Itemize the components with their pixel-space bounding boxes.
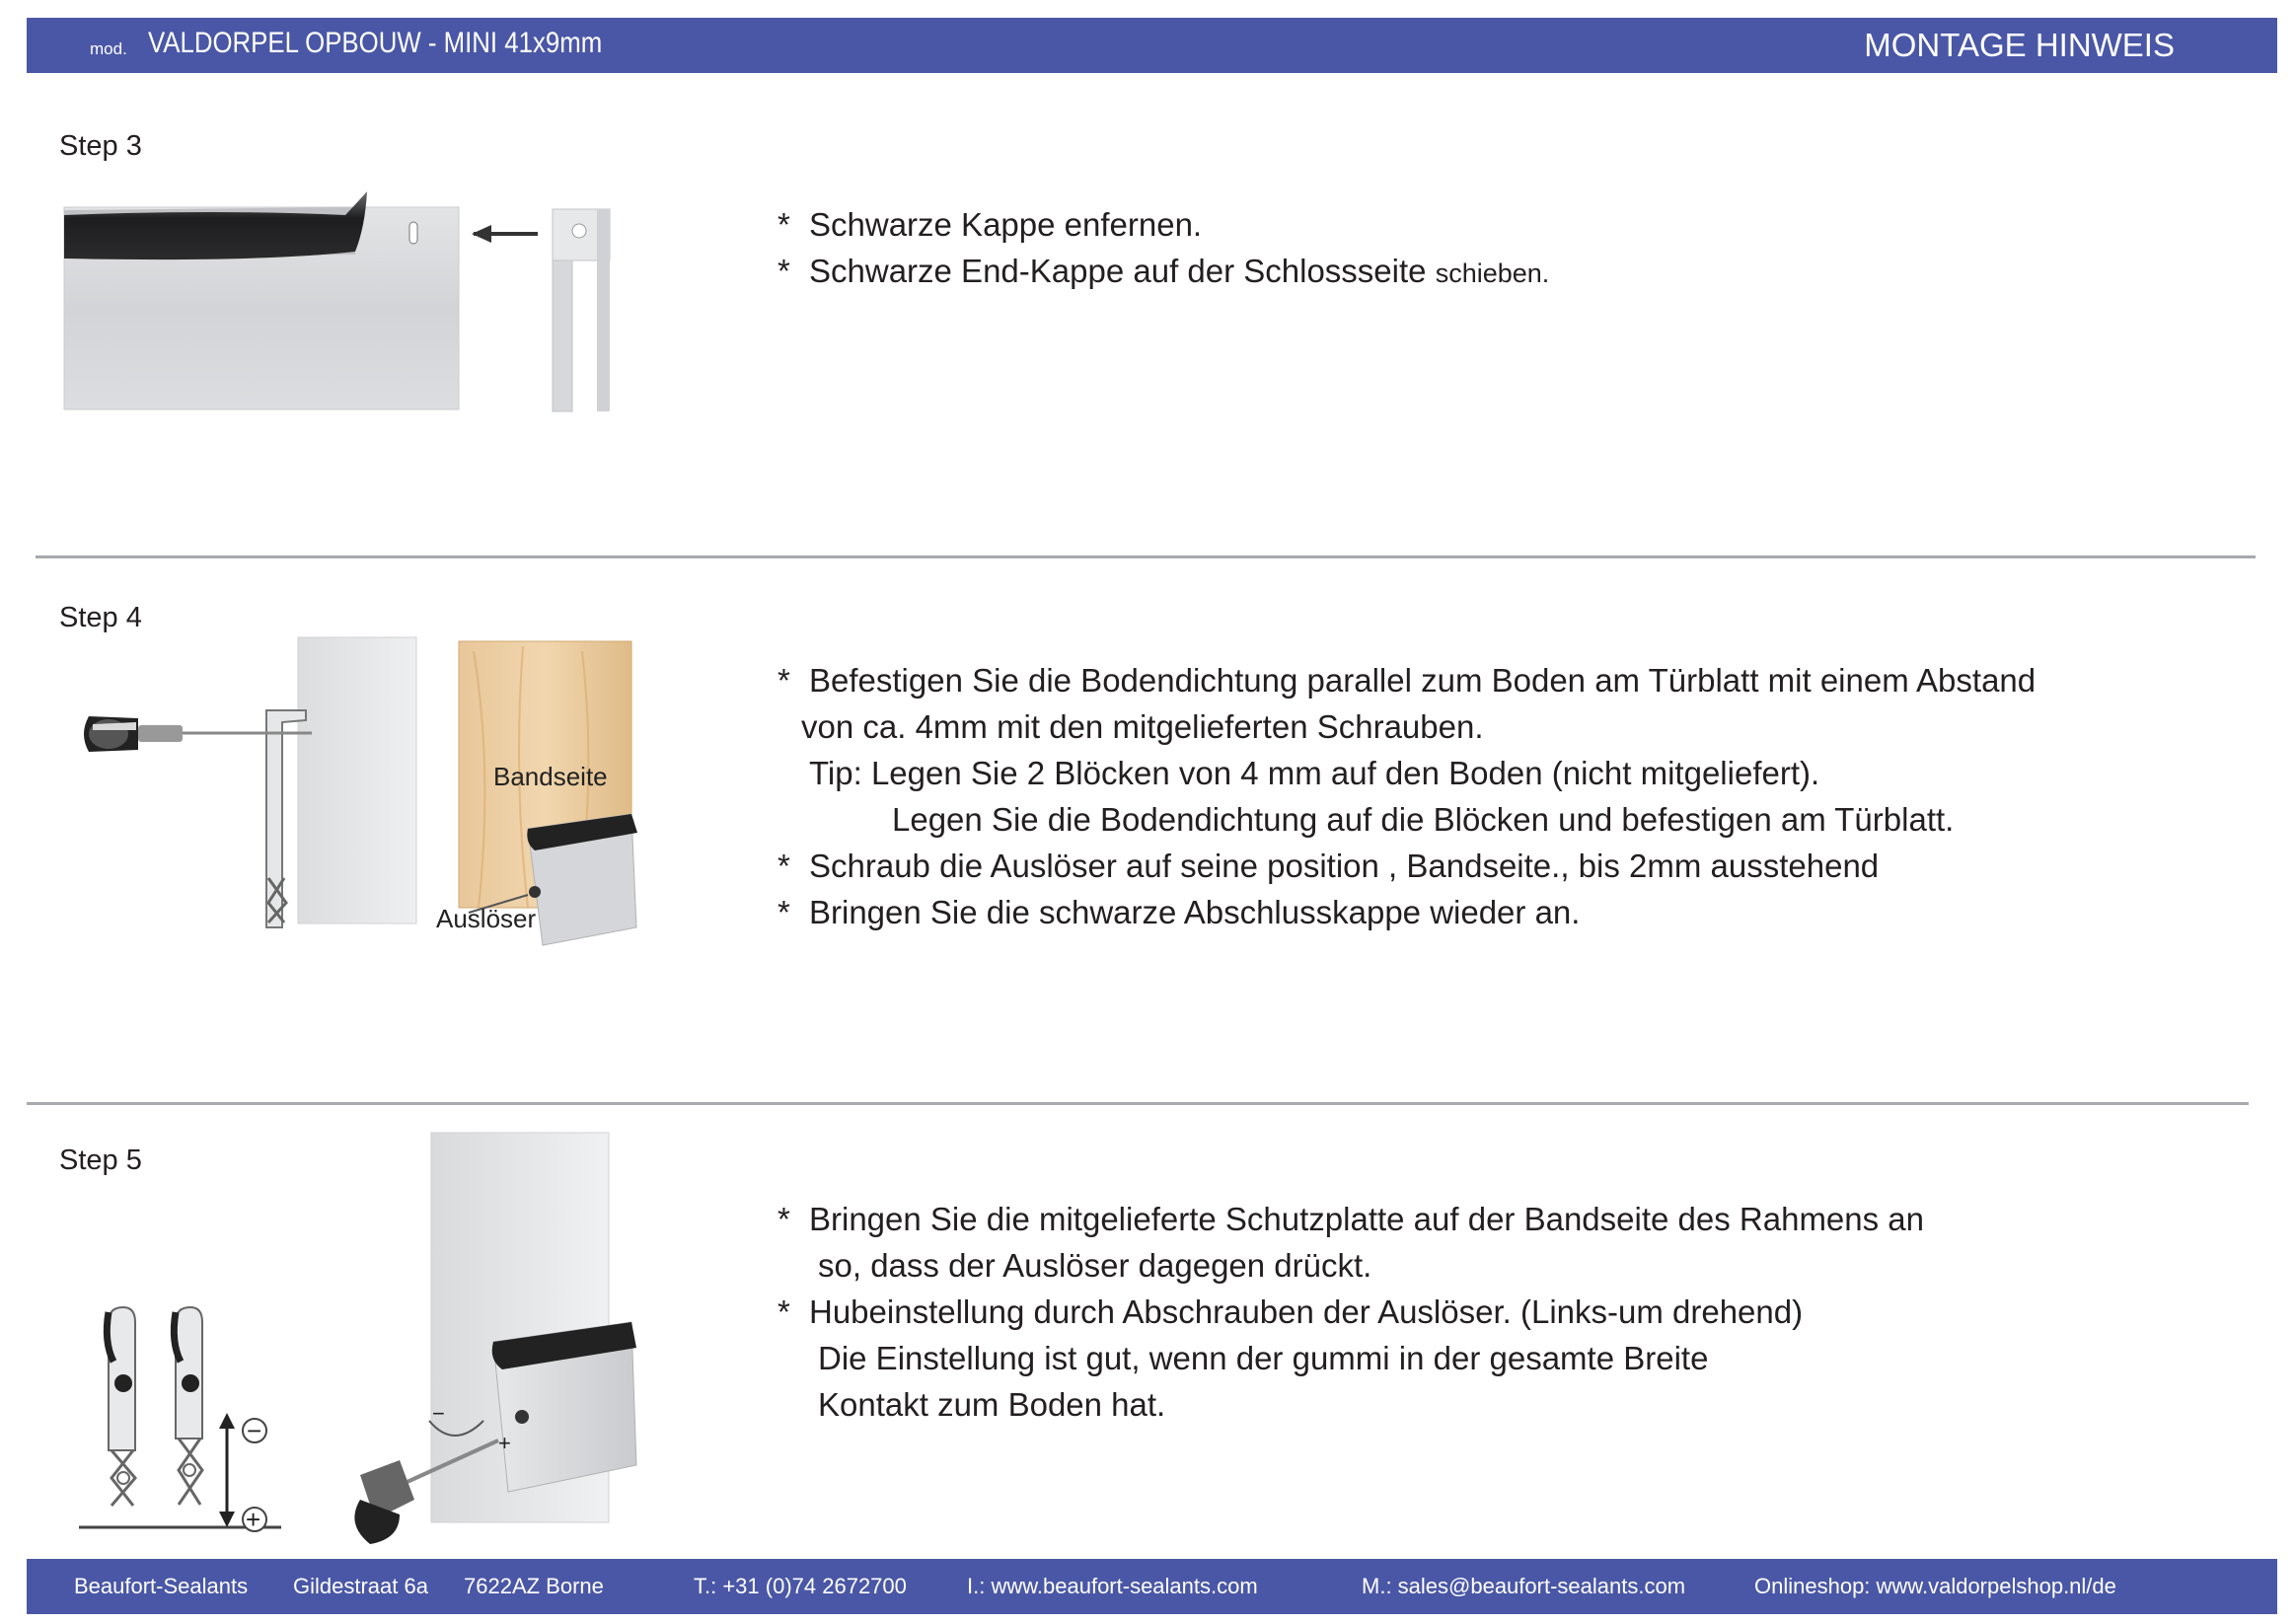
step4-line-3: Tip: Legen Sie 2 Blöcken von 4 mm auf den Boden (nicht mitgeliefert). (809, 755, 1820, 791)
step4-line-6: Bringen Sie die schwarze Abschlusskappe wieder an. (809, 894, 1581, 930)
header-mod: mod. (90, 39, 127, 58)
step3-label: Step 3 (59, 130, 142, 162)
bullet: * (778, 253, 790, 289)
step4-instructions (778, 657, 2036, 935)
footer-bar (27, 1559, 2277, 1614)
step5-line-2: so, dass der Auslöser dagegen drückt. (818, 1247, 1372, 1284)
step5-instructions (778, 1196, 1924, 1428)
ausloser-label: Auslöser (436, 904, 537, 933)
footer-street: Gildestraat 6a (293, 1574, 428, 1598)
step3-instructions (778, 201, 1549, 297)
divider-2 (27, 1102, 2249, 1105)
step3-line-2-small: schieben. (1435, 258, 1550, 288)
step5-line-4: Die Einstellung ist gut, wenn der gummi in der gesamte Breite (818, 1340, 1709, 1376)
header-section-title: MONTAGE HINWEIS (1864, 27, 2175, 63)
svg-text:−: − (432, 1401, 445, 1426)
step4-label: Step 4 (59, 602, 142, 633)
footer-phone: T.: +31 (0)74 2672700 (694, 1574, 907, 1598)
footer-shop-link[interactable]: Onlineshop: www.valdorpelshop.nl/de (1754, 1574, 2116, 1598)
footer-company: Beaufort-Sealants (74, 1574, 249, 1598)
step5-illustration (74, 1125, 666, 1549)
step4-illustration (79, 631, 651, 957)
step4-line-2: von ca. 4mm mit den mitgelieferten Schrauben. (801, 708, 1484, 745)
step4-line-1: Befestigen Sie die Bodendichtung parallel zum Boden am Türblatt mit einem Abstand (809, 662, 2037, 699)
bullet: * (778, 894, 790, 930)
bandseite-label: Bandseite (493, 762, 608, 791)
bullet: * (778, 1293, 790, 1330)
bullet: * (778, 848, 790, 884)
plus-sign: + (246, 1505, 261, 1534)
step4-line-4: Legen Sie die Bodendichtung auf die Blöcken und befestigen am Türblatt. (892, 801, 1955, 838)
bullet: * (778, 1201, 790, 1237)
step5-line-1: Bringen Sie die mitgelieferte Schutzplatte auf der Bandseite des Rahmens an (809, 1201, 1925, 1237)
svg-text:+: + (498, 1431, 511, 1455)
divider-1 (36, 555, 2256, 558)
header-title: VALDORPEL OPBOUW - MINI 41x9mm (148, 27, 603, 59)
step3-line-1: Schwarze Kappe enfernen. (809, 206, 1203, 243)
step5-line-3: Hubeinstellung durch Abschrauben der Auslöser. (Links-um drehend) (809, 1293, 1804, 1330)
minus-sign: − (247, 1416, 262, 1445)
step4-line-5: Schraub die Auslöser auf seine position , Bandseite., bis 2mm ausstehend (809, 848, 1880, 884)
footer-email-link[interactable]: M.: sales@beaufort-sealants.com (1362, 1574, 1686, 1598)
header-bar (27, 18, 2277, 73)
step5-line-5: Kontakt zum Boden hat. (818, 1386, 1166, 1423)
step3-line-2: Schwarze End-Kappe auf der Schlossseite (809, 253, 1436, 289)
bullet: * (778, 662, 790, 699)
bullet: * (778, 206, 790, 243)
footer-website-link[interactable]: I.: www.beaufort-sealants.com (967, 1574, 1258, 1598)
step3-illustration (59, 197, 622, 414)
step5-label: Step 5 (59, 1144, 142, 1176)
footer-city: 7622AZ Borne (464, 1574, 604, 1598)
